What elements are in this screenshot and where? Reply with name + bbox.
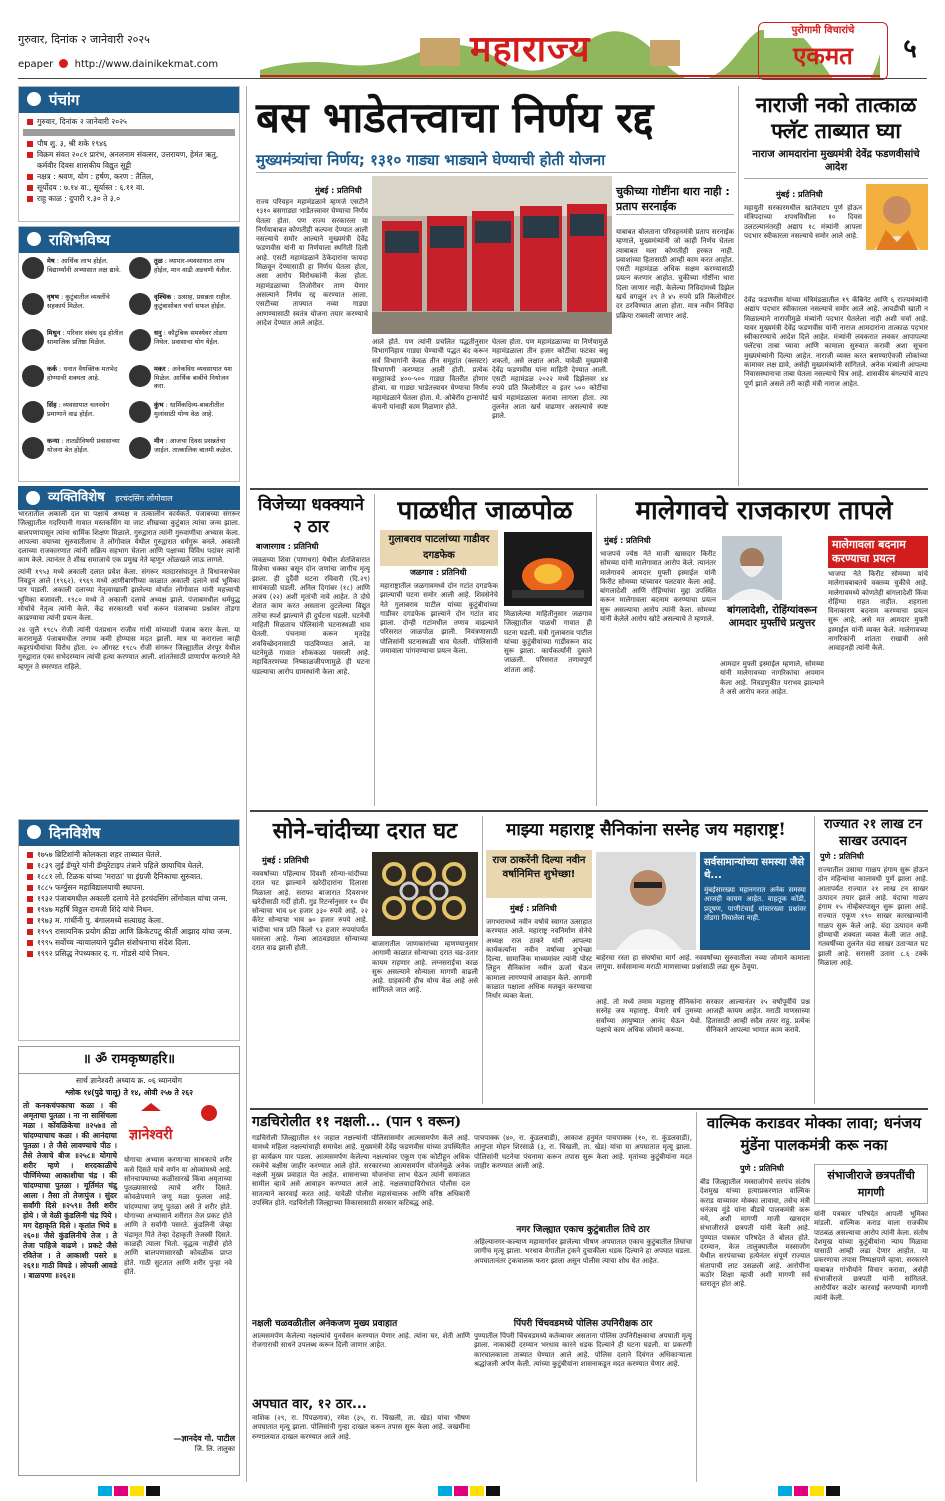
gad-headline: गडचिरोलीत ११ नक्षली... (पान ९ वरून) bbox=[252, 1114, 462, 1130]
rashi-grid bbox=[19, 253, 239, 477]
mal-headline: मालेगावचे राजकारण तापले bbox=[635, 496, 893, 526]
section-rule-2 bbox=[250, 810, 928, 812]
rashi-item: मीन : आजचा दिवस प्रसन्नतेचा जाईल. तात्कालिक बातमी कळेल. bbox=[129, 437, 236, 473]
lead-rule bbox=[256, 172, 736, 173]
gold-body-col1: नववर्षाच्या पहिल्याच दिवशी सोन्या-चांदीच्या दरात घट झाल्याने खरेदीदारांना दिलासा मिळाला आहे. सराफा बाजारात दिवसभर खरेदीसाठी गर्दी होती. गुड रिटर्न्सनुसार १० ग्रॅम सोन्याचा भाव ७१ हजार ३३० रुपये आहे. २२ कॅरेट सोन्याचा भाव ७० हजार रुपये आहे. चांदीचा भाव प्रति किलो ९२ हजार रुपयांपर्यंत घसरला आहे. गेल्या आठवड्यात सोन्याच्या दरात वाढ झाली होती. bbox=[252, 870, 368, 953]
vij-dateline: बाजारगाव : प्रतिनिधी bbox=[256, 542, 319, 551]
rashi-item: मेष : आर्थिक लाभ होईल. विद्यार्थ्यांनी अभ्यासात लक्ष द्यावे. bbox=[22, 257, 129, 293]
gad-sub1: नक्षली चळवळीतील अनेकजण मुख्य प्रवाहात bbox=[252, 1319, 398, 1329]
rashi-name: मकर bbox=[154, 365, 166, 374]
jal-headline: पाळधीत जाळपोळ bbox=[397, 496, 573, 526]
panchang-title: पंचांग bbox=[49, 91, 80, 109]
gad-divider bbox=[696, 1112, 697, 1482]
panchang-date: गुरुवार, दिनांक २ जानेवारी २०२५ bbox=[23, 116, 235, 127]
side-quote-title: चुकीच्या गोष्टींना थारा नाही : प्रताप सरनाईक bbox=[616, 184, 734, 215]
gold-divider bbox=[482, 816, 483, 1104]
dinvishesh-item: १८८१ लो. टिळक यांच्या 'मराठा' चा इंग्रजी दैनिकाचा सुरुवात. bbox=[23, 871, 235, 882]
sagittarius-icon bbox=[129, 329, 151, 351]
lead-body-col3: घेतला होता. पण महामंडळाच्या या निर्णयामुळे महामंडळाला तीन हजार कोटींचा फटका बसू शकतो, असे लक्षात आले. यावेळी मुख्यमंत्री देवेंद्र फडणवीस यांना माहिती देण्यात आली. एसटी महामंडळ २०२२ मध्ये डिझेलवर ४४ रुपये प्रति किलोमीटर व इतर ५०० कोटींचा खर्च महामंडळाला करावा लागला होता. त्या तुलनेत आता खर्च वाढणार असल्याचे स्पष्ट झाले. bbox=[492, 338, 608, 421]
gad-sub3-body: अहिल्यानगर-कल्याण महामार्गावर झालेल्या भीषण अपघातात एकाच कुटुंबातील तिघांचा जागीच मृत्यू झाला. भरधाव वेगातील ट्रकने दुचाकीला धडक दिल्याने हा अपघात घडला. अपघातानंतर ट्रकचालक फरार झाला असून पोलीस त्याचा शोध घेत आहेत. bbox=[474, 1238, 692, 1265]
rashi-item: धनु : कौटुंबिक समस्येवर तोडगा निघेल. प्रवासाचा योग येईल. bbox=[129, 329, 236, 365]
rashi-name: कर्क bbox=[47, 365, 57, 374]
rashi-name: तुळ bbox=[154, 257, 163, 266]
rashi-text: अनेकविध व्यवसायात यश मिळेल. आर्थिक बाबींचे नियोजन करा. bbox=[154, 365, 232, 391]
gad-sub3: नगर जिल्ह्यात एकाच कुटुंबातील तिघे ठार bbox=[516, 1225, 650, 1235]
header-rule bbox=[18, 78, 927, 79]
jal-body-col2: मिळालेल्या माहितीनुसार जळगाव जिल्ह्यातील पाळधी गावात ही घटना घडली. मंत्री गुलाबराव पाटील यांच्या कुटुंबीयांच्या गाडीवरून वाद सुरू झाला. कार्यकर्त्यांनी दुकाने जाळली. परिसरात तणावपूर्ण शांतता आहे. bbox=[504, 610, 592, 674]
rashi-item: कन्या : तातडीविषयी प्रवासाच्या योजना बेत होईल. bbox=[22, 437, 129, 473]
fire-photo bbox=[504, 532, 592, 606]
taurus-icon bbox=[22, 293, 44, 315]
panchang-icon bbox=[27, 92, 41, 106]
vyakti-header bbox=[18, 486, 240, 510]
panchang-divider bbox=[23, 129, 235, 136]
panchang-box bbox=[18, 86, 240, 222]
rashi-header bbox=[19, 227, 239, 253]
right-column-divider bbox=[738, 86, 739, 486]
gold-jewellery-photo bbox=[372, 852, 478, 936]
scorpio-icon bbox=[129, 293, 151, 315]
rashi-name: सिंह bbox=[47, 401, 57, 410]
jal-subhead: गुलाबराव पाटलांच्या गाडीवर दगडफेक bbox=[380, 530, 498, 566]
section-rule-1 bbox=[250, 488, 928, 490]
mal-side-body: भाजपा नेते किरीट सोमय्या यांचे मालेगावबाबतचे वक्तव्य चुकीचे आहे. मालेगावमध्ये कोणतेही बांगलादेशी किंवा रोहिंग्या राहत नाहीत. शहराला विनाकारण बदनाम करण्याचा प्रयत्न सुरू आहे, असे मत आमदार मुफ्ती इस्माईल यांनी व्यक्त केले. मालेगावच्या नागरिकांनी शांतता राखावी असे आवाहनही त्यांनी केले. bbox=[828, 570, 928, 653]
virgo-icon bbox=[22, 437, 44, 459]
dnyaneshwari-logo bbox=[121, 1101, 231, 1151]
gold-body-col2: बाजारातील जाणकारांच्या म्हणण्यानुसार आगामी काळात सोन्याच्या दरात चढ-उतार कायम राहणार आहे. लग्नसराईचा काळ सुरू असल्याने सोन्याला मागणी वाढली आहे. ग्राहकांनी हीच योग्य वेळ आहे असे सांगितले जात आहे. bbox=[372, 940, 478, 995]
rashi-item: वृश्चिक : उत्साह, प्रसन्नता राहील. कुटुंबासोबत चर्चा सफल होईल. bbox=[129, 293, 236, 329]
mla-portrait-photo bbox=[722, 536, 782, 600]
rashi-item: सिंह : व्यवसायात चलनवेग प्रमाणाने वाढ होईल. bbox=[22, 401, 129, 437]
epaper-url[interactable] bbox=[18, 58, 218, 72]
gold-dateline: मुंबई : प्रतिनिधी bbox=[262, 856, 309, 865]
registration-color-bar bbox=[18, 1484, 927, 1498]
ramkrishna-box bbox=[18, 1046, 240, 1476]
sainik-photo-caption: बाहेरचा रस्ता हा संघर्षाचा मार्ग आहे. नववर्षाच्या सुरुवातीला नव्या जोमाने कामाला लागूया. सर्वसामान्य मराठी माणसाच्या प्रश्नांसाठी लढा सुरू ठेवूया. bbox=[596, 954, 810, 972]
left-column-divider bbox=[246, 86, 247, 1482]
leo-icon bbox=[22, 401, 44, 423]
panchang-body bbox=[19, 113, 239, 207]
right-top-headline: नाराजी नको तात्काळ फ्लॅट ताब्यात घ्या bbox=[755, 92, 917, 143]
vij-body: जवळच्या शिवा (पाणधरा) येथील शेतशिवारात विजेचा धक्का बसून दोन जणांचा जागीच मृत्यू झाला. ही दुर्दैवी घटना रविवारी (दि.२९) सायंकाळी घडली. अनिल दिगांबर (१८) आणि अजय (२२) अशी मृतांची नावे आहेत. ते दोघे शेतात काम करत असताना तुटलेल्या विद्युत तारेचा स्पर्श झाल्याने ही दुर्घटना घडली. घटनेची माहिती मिळताच पोलिसांनी घटनास्थळी धाव घेतली. पंचनामा करून मृतदेह शवविच्छेदनासाठी पाठविण्यात आले. या घटनेमुळे गावात शोककळा पसरली आहे. महावितरणच्या निष्काळजीपणामुळे ही घटना घडल्याचा आरोप ग्रामस्थांनी केला आहे. bbox=[252, 556, 370, 676]
raj-thackeray-photo bbox=[596, 852, 696, 950]
lead-body-col1: राज्य परिवहन महामंडळाने म्हणजे एसटीने १३१० बसगाड्या भाडेतत्त्वावर घेण्याचा निर्णय घेतला होता. पण राज्य सरकारला या निर्णयाबाबत कोणतीही कल्पना देण्यात आली नसल्याचे समोर आल्याने मुख्यमंत्री देवेंद्र फडणवीस यांनी या निर्णयाला स्थगिती दिली आहे. एसटी महामंडळाने ठेकेदारांना फायदा मिळवून देण्यासाठी हा निर्णय घेतला होता, असा आरोप विरोधकांनी केला होता. महामंडळाच्या तिजोरीवर ताण येणार असल्याने निर्णय रद्द करण्यात आला. एसटीच्या ताफ्यात नव्या गाड्या आणण्यासाठी स्वतंत्र योजना तयार करण्याचे आदेश देण्यात आले आहेत. bbox=[256, 198, 368, 327]
mal-quote: बांगलादेशी, रोहिंग्यांवरून आमदार मुफ्तींचे प्रत्युत्तर bbox=[727, 605, 817, 629]
gad-sub1-body: आत्मसमर्पण केलेल्या नक्षल्यांचे पुनर्वसन करण्यात येणार आहे. त्यांना घर, शेती आणि रोजगाराची साधने उपलब्ध करून दिली जाणार आहेत. bbox=[252, 1332, 470, 1350]
rashi-text: धार्मिकदिव्य-बाबतीतील मुलांसाठी योग्य वेळ आहे. bbox=[154, 401, 224, 418]
sugar-headline: राज्यात २१ लाख टन साखर उत्पादन bbox=[823, 817, 923, 849]
rashi-text: तातडीविषयी प्रवासाच्या योजना बेत होईल. bbox=[47, 437, 120, 454]
ramkrishna-title: ॥ ॐ रामकृष्णहरि॥ bbox=[19, 1047, 239, 1074]
rashi-text: उत्साह, प्रसन्नता राहील. कुटुंबासोबत चर्चा सफल होईल. bbox=[154, 293, 232, 310]
rashi-text: आर्थिक लाभ होईल. विद्यार्थ्यांनी अभ्यासात लक्ष द्यावे. bbox=[47, 257, 121, 274]
rashi-text: कुटुंबातील व्यक्तींचे सहकार्य मिळेल. bbox=[47, 293, 110, 310]
jal-divider bbox=[596, 494, 597, 806]
ramkrishna-columns bbox=[19, 1101, 239, 1461]
right-top-dateline: मुंबई : प्रतिनिधी bbox=[776, 190, 823, 199]
issue-date: गुरुवार, दिनांक २ जानेवारी २०२५ bbox=[18, 33, 150, 46]
epaper-label: epaper bbox=[18, 59, 54, 70]
site-url: http://www.dainikekmat.com bbox=[74, 59, 219, 70]
panchang-item: पौष शु. ३, श्री शके १९४६ bbox=[23, 138, 235, 149]
rashi-text: धनात वैयक्तिक मतभेद होण्याची शक्यता आहे. bbox=[47, 365, 118, 382]
person-icon bbox=[26, 491, 40, 505]
shloka-reference: श्लोक १४(पुढे चालू) ते १४, ओवी २५७ ते २६२ bbox=[64, 1087, 194, 1097]
vyakti-title: व्यक्तिविशेष bbox=[48, 490, 105, 505]
karad-body-col1: बीड जिल्ह्यातील मस्साजोगचे सरपंच संतोष देशमुख यांच्या हत्याप्रकरणात वाल्मिक कराड याच्यावर मोक्का लावावा, तसेच मंत्री धनंजय मुंडे यांना बीडचे पालकमंत्री करू नये, अशी मागणी माजी खासदार संभाजीराजे छत्रपती यांनी केली आहे. पुण्यात पत्रकार परिषदेत ते बोलत होते. दरम्यान, केज तालुक्यातील मस्साजोग येथील सरपंचाच्या हत्येनंतर संपूर्ण राज्यात संतापाची लाट उसळली आहे. आरोपींना कठोर शिक्षा व्हावी अशी मागणी सर्व स्तरातून होत आहे. bbox=[700, 1178, 810, 1289]
panchang-item: विक्रम संवत २०८१ प्रारंभ, अनलनाम संवत्सर, उत्तरायण, हेमंत ऋतु, कर्मवीर दिवस शासकीय विद्युत सुट्टी bbox=[23, 149, 235, 171]
lead-subhead: मुख्यमंत्र्यांचा निर्णय; १३१० गाड्या भाड्याने घेण्याची होती योजना bbox=[256, 151, 606, 169]
vyakti-subtitle: हरचंदसिंग लोंगोवाल bbox=[115, 494, 173, 503]
rashi-item: कर्क : धनात वैयक्तिक मतभेद होण्याची शक्यता आहे. bbox=[22, 365, 129, 401]
sainik-divider bbox=[814, 816, 815, 1104]
dinvishesh-item: १९३२ पंजाबमधील अकाली दलाचे नेते हरचंदसिंग लोंगोवाल यांचा जन्म. bbox=[23, 893, 235, 904]
rashi-text: परिवार संबंध दृढ होतील सामाजिक प्रतिष्ठा मिळेल. bbox=[47, 329, 124, 346]
rashi-name: वृषभ bbox=[47, 293, 59, 302]
aquarius-icon bbox=[129, 401, 151, 423]
rashi-item: तुळ : व्यापार-व्यवसायात लाभ होईल, मान वाढी अडचणी येतील. bbox=[129, 257, 236, 293]
gad-body-col1: गडचिरोली जिल्ह्यातील ११ जहाल नक्षल्यांनी पोलिसांसमोर आत्मसमर्पण केले आहे. यामध्ये महिला नक्षल्यांचाही समावेश आहे. मुख्यमंत्री देवेंद्र फडणवीस यांच्या उपस्थितीत हा कार्यक्रम पार पडला. आत्मसमर्पण केलेल्या नक्षल्यांवर एकूण एक कोटीहून अधिक रकमेचे बक्षीस जाहीर करण्यात आले होते. सरकारच्या आत्मसमर्पण योजनेमुळे अनेक नक्षली मुख्य प्रवाहात येत आहेत. शासनाच्या योजनांचा लाभ घेऊन त्यांनी समाजात सामील व्हावे असे आवाहन करण्यात आले आहे. नक्षलवादाविरोधात पोलीस दल सातत्याने कारवाई करत आहे. यावेळी पोलीस महासंचालक आणि वरिष्ठ अधिकारी उपस्थित होते. गडचिरोली जिल्ह्याच्या विकासासाठी सरकार कटिबद्ध आहे. bbox=[252, 1134, 470, 1208]
gad-sub4-body: पुण्यातील पिंपरी चिंचवडमध्ये कर्तव्यावर असताना पोलिस उपनिरीक्षकाचा अपघाती मृत्यू झाला. नाकाबंदी दरम्यान भरधाव कारने धडक दिल्याने ही घटना घडली. या प्रकरणी कारचालकाला ताब्यात घेण्यात आले आहे. पोलिस दलाने दिवंगत अधिकाऱ्याला श्रद्धांजली अर्पण केली. त्यांच्या कुटुंबीयांना शासनाकडून मदत करण्यात येणार आहे. bbox=[474, 1332, 692, 1368]
cm-portrait-photo bbox=[866, 184, 928, 250]
mal-dateline: मुंबई : प्रतिनिधी bbox=[604, 536, 651, 545]
sainik-body-col1: जगभरामध्ये नवीन वर्षाचे स्वागत उत्साहात करण्यात आले. महाराष्ट्र नवनिर्माण सेनेचे अध्यक्ष राज ठाकरे यांनी आपल्या कार्यकर्त्यांना नवीन वर्षाच्या शुभेच्छा दिल्या. सामाजिक माध्यमांवर त्यांनी पोस्ट लिहून सैनिकांना नवीन ऊर्जा घेऊन कामाला लागण्याचे आवाहन केले. आगामी काळात पक्षाला अधिक मजबूत करण्याचा निर्धार व्यक्त केला. bbox=[486, 918, 592, 1001]
dinvishesh-item: १९९२ प्रसिद्ध नेपथ्यकार द. ग. गोडसे यांचे निधन. bbox=[23, 948, 235, 959]
dnyaneshwari-commentary: योगाचा अभ्यास करणाऱ्या साधकाचे शरीर कसे दिसते याचे वर्णन या ओव्यांमध्ये आहे. सोनचाफ्याच्या कळीसारखे किंवा अमृताच्या पुतळ्यासारखे त्याचे शरीर दिसते. कोवळेपणाने जणू मळा फुलला आहे. चांदण्याचा जणू पुतळा असे ते शरीर होते. योगाच्या अभ्यासाने शरीरात तेज प्रकट होते आणि ते सर्वांगी पसरते. कुंडलिनी जेव्हा चंद्रामृत पिते तेव्हा देहाकृती तेजस्वी दिसते. काळही त्याला भितो. वृद्धत्व नाहीसे होते आणि बालपणासारखी कोवळीक प्राप्त होते. गाठी सुटतात आणि शरीर पुन्हा नवे होते. bbox=[124, 1156, 232, 1276]
aries-icon bbox=[22, 257, 44, 279]
sainik-dateline: मुंबई : प्रतिनिधी bbox=[510, 904, 557, 913]
right-top-subhead: नाराज आमदारांना मुख्यमंत्री देवेंद्र फडणवीसांचे आदेश bbox=[752, 149, 920, 173]
rashi-item: मिथुन : परिवार संबंध दृढ होतील सामाजिक प्रतिष्ठा मिळेल. bbox=[22, 329, 129, 365]
globe-icon bbox=[59, 59, 68, 68]
dinvishesh-item: १८८५ फर्ग्युसन महाविद्यालयाची स्थापना. bbox=[23, 882, 235, 893]
vyakti-body: भारतातील अकाली दल या पक्षाचे अध्यक्ष व तत्कालीन कार्यकर्ते. पंजाबच्या संगरूर जिल्ह्यातील गदरियानी गावात मस्तकसिंग या जाट शीखच्या कुटुंबात त्यांचा जन्म झाला. बालपणापासून त्यांना धार्मिक शिक्षण मिळाले. गुरुद्वारात त्यांनी गुरुवाणीचा अभ्यास केला. आपल्या वयाच्या सुरुवातीलाच ते लोंगोवाल येथील गुरुद्वारात धर्मगुरू बनले. अकाली दलाच्या राजकारणात त्यांनी सक्रिय सहभाग घेतला आणि पक्षाच्या विविध पदांवर त्यांनी काम केले. त्यानंतर ते शीख समाजाचे एक प्रमुख नेते म्हणून ओळखले जाऊ लागले. त्यांनी १९५३ मध्ये अकाली दलात प्रवेश केला. संगरूर मतदारसंघातून ते विधानसभेवर निवडून आले (१९६२). १९६९ मध्ये आणीबाणीच्या काळात अकाली दलाने सर्व भूमिका पार पाडली. अकाली दलाच्या नेतृत्वाखाली झालेल्या मोर्चात लोंगोवाल यांनी महत्त्वाची भूमिका बजावली. १९८० मध्ये ते अकाली दलाचे अध्यक्ष झाले. पंजाबमधील धर्मयुद्ध मोर्चाचे नेतृत्व त्यांनी केले. केंद्र सरकारशी चर्चा करून पंजाबच्या प्रश्नांवर तोडगा काढण्याचा त्यांनी प्रयत्न केला. २४ जुलै १९८५ रोजी त्यांनी पंतप्रधान राजीव गांधी यांच्याशी पंजाब करार केला. या करारामुळे पंजाबमधील तणाव कमी होण्यास मदत झाली. मात्र या कराराला काही कट्टरपंथीयांचा विरोध होता. २० ऑगस्ट १९८५ रोजी संगरूर जिल्ह्यातील शेरपूर येथील गुरुद्वारात एका सभेदरम्यान त्यांची हत्या करण्यात आली. शांततेसाठी प्राणार्पण करणारे नेते म्हणून ते स्मरणात राहिले. bbox=[18, 510, 240, 671]
sugar-body: राज्यातील उसाचा गाळप हंगाम सुरू होऊन दोन महिन्यांचा कालावधी पूर्ण झाला आहे. आतापर्यंत राज्यात २१ लाख टन साखर उत्पादन तयार झाले आहे. यंदाचा गाळप हंगाम १५ नोव्हेंबरपासून सुरू झाला आहे. राज्यात एकूण १९० साखर कारखान्यांनी गाळप सुरू केले आहे. यंदा उत्पादन कमी होण्याची शक्यता व्यक्त केली जात आहे. गतवर्षीच्या तुलनेत यंदा साखर उताऱ्यात घट झाली आहे. सरासरी उतारा ८.६ टक्के मिळाला आहे. bbox=[818, 866, 928, 967]
jal-body-col1: महाराष्ट्रातील जळगावमध्ये दोन गटांत दगडफेक झाल्याची घटना समोर आली आहे. शिवसेनेचे नेते गुलाबराव पाटील यांच्या कुटुंबीयांच्या गाडीवर दगडफेक झाल्याने दोन गटांत वाद झाला. दोन्ही गटांमधील तणाव वाढल्याने परिसरात जाळपोळ झाली. नियंत्रणासाठी पोलिसांनी घटनास्थळी धाव घेतली. पोलिसांनी जमावाला पांगवण्याचा प्रयत्न केला. bbox=[380, 582, 498, 656]
rashi-name: धनु bbox=[154, 329, 162, 338]
gad-sub4: पिंपरी चिंचवडमध्ये पोलिस उपनिरीक्षक ठार bbox=[513, 1319, 653, 1329]
sainik-body-col3: सरकार आल्यानंतर २५ वर्षांपूर्वीचे प्रश्न आजही कायम आहेत. मराठी माणसाच्या हितासाठी आम्ही सदैव तत्पर राहू. प्रत्येक सैनिकाने आपल्या भागात काम करावे. bbox=[706, 998, 810, 1034]
rashi-text: व्यापार-व्यवसायात लाभ होईल, मान वाढी अडचणी येतील. bbox=[154, 257, 232, 274]
dinvishesh-item: १९५९ रासायनिक प्रयोग क्रीडा आणि क्रिकेटपटू कीर्ती आझाद यांचा जन्म. bbox=[23, 926, 235, 937]
dinvishesh-header bbox=[19, 820, 239, 846]
sainik-body-col2: आहे. तो मध्ये तमाम महाराष्ट्र सैनिकांना सस्नेह जय महाराष्ट्र. येणारे वर्ष तुमच्या सर्वांच्या आयुष्यात आनंद घेऊन येवो. पक्षाचे काम अधिक जोमाने करूया. bbox=[596, 998, 702, 1034]
rashi-text: आजचा दिवस प्रसन्नतेचा जाईल. तात्कालिक बातमी कळेल. bbox=[154, 437, 233, 454]
inset-body: मुंबईसारख्या महानगरात अनेक समस्या आजही कायम आहेत. वाहतूक कोंडी, प्रदूषण, पाणीटंचाई यांसारख्या प्रश्नांवर तोडगा निघालेला नाही. bbox=[704, 886, 806, 922]
rashi-item: मकर : अनेकविध व्यवसायात यश मिळेल. आर्थिक बाबींचे नियोजन करा. bbox=[129, 365, 236, 401]
side-box-body: याबाबत बोलताना परिवहनमंत्री प्रताप सरनाईक म्हणाले, मुख्यमंत्र्यांनी जो काही निर्णय घेतला त्याबाबत मला कोणतीही हरकत नाही. प्रवाशांच्या हितासाठी आम्ही काम करत आहोत. एसटी महामंडळ अधिक सक्षम करण्यासाठी प्रयत्न करणार आहोत. चुकीच्या गोष्टींना थारा दिला जाणार नाही. केलेल्या निविदांमध्ये डिझेल खर्च वगळून २९ ते ४५ रुपये प्रति किलोमीटर दर ठरविण्यात आला होता. मात्र नवीन निविदा प्रक्रिया राबवली जाणार आहे. bbox=[616, 228, 734, 320]
sainik-headline: माझ्या महाराष्ट्र सैनिकांना सस्नेह जय महाराष्ट्र! bbox=[506, 820, 786, 840]
rashi-text: व्यवसायात चलनवेग प्रमाणाने वाढ होईल. bbox=[47, 401, 110, 418]
rashi-column-left bbox=[22, 257, 129, 473]
rashi-text: कौटुंबिक समस्येवर तोडगा निघेल. प्रवासाचा योग येईल. bbox=[154, 329, 228, 346]
rashi-name: कुंभ bbox=[154, 401, 164, 410]
section-title: महाराज्य bbox=[470, 28, 591, 70]
cancer-icon bbox=[22, 365, 44, 387]
commentary-author: —ज्ञानदेव गो. पाटील bbox=[173, 1434, 235, 1444]
dnyaneshwari-column bbox=[121, 1101, 239, 1461]
lead-dateline: मुंबई : प्रतिनिधी bbox=[315, 186, 362, 195]
dinvishesh-item: १९९५ सर्वोच्च न्यायालयाने पुढील संशोधनाचा संदेश दिला. bbox=[23, 937, 235, 948]
dinvishesh-item: १९७३ म. गांधींनी पु. बंगालमध्ये सत्याग्रह केला. bbox=[23, 915, 235, 926]
right-top-body-lead: महायुती सरकारमधील खातेवाटप पूर्ण होऊन मंत्रिपदाच्या शपथविधीला १० दिवस उलटल्यानंतरही अद्याप १८ मंत्र्यांनी आपला पदभार स्वीकारला नसल्याचे समोर आले आहे. bbox=[744, 204, 862, 240]
rashi-box bbox=[18, 226, 240, 482]
right-top-rule bbox=[744, 178, 928, 179]
karad-body-col2: यांनी पत्रकार परिषदेत आपली भूमिका मांडली. वाल्मिक कराड याला राजकीय पाठबळ असल्याचा आरोप त्यांनी केला. संतोष देशमुख यांच्या कुटुंबीयांना न्याय मिळावा यासाठी आम्ही लढा देणार आहोत. या प्रकरणाचा तपास निष्पक्षपणे व्हावा. सरकारने याबाबत गांभीर्याने विचार करावा, असेही संभाजीराजे छत्रपती यांनी सांगितले. आरोपींवर कठोर कारवाई करण्याची मागणी त्यांनी केली. bbox=[814, 1210, 928, 1302]
karad-dateline: पुणे : प्रतिनिधी bbox=[740, 1164, 784, 1173]
mal-side-title: मालेगावला बदनाम करण्याचा प्रयत्न bbox=[828, 536, 928, 568]
libra-icon bbox=[129, 257, 151, 279]
vij-headline: विजेच्या धक्क्याने २ ठार bbox=[258, 495, 364, 537]
dinvishesh-box bbox=[18, 819, 240, 1041]
rashi-column-right bbox=[129, 257, 236, 473]
rashi-item: वृषभ : कुटुंबातील व्यक्तींचे सहकार्य मिळेल. bbox=[22, 293, 129, 329]
brand-tagline: पुरोगामी विचारांचे bbox=[764, 24, 882, 38]
dnyaneshwari-logo-text: ज्ञानेश्वरी bbox=[129, 1126, 173, 1143]
rashi-name: मेष bbox=[47, 257, 55, 266]
sugar-dateline: पुणे : प्रतिनिधी bbox=[820, 852, 864, 861]
brand-name: एकमत bbox=[793, 41, 853, 70]
ramkrishna-subtitle: सार्थ ज्ञानेश्वरी अध्याय क्र. ०६ ध्यानयोग bbox=[76, 1075, 182, 1085]
commentary-place: जि. लि. तालुका bbox=[194, 1445, 235, 1454]
karad-headline: वाल्मिक कराडवर मोक्का लावा; धनंजय मुंडेंना पालकमंत्री करू नका bbox=[706, 1114, 922, 1154]
vij-divider bbox=[374, 494, 375, 806]
rashi-name: कन्या bbox=[47, 437, 60, 446]
rashi-title: राशिभविष्य bbox=[49, 231, 110, 249]
dinvishesh-item: १९४७ महर्षि विठ्ठल रामजी शिंदे यांचे निधन. bbox=[23, 904, 235, 915]
vyakti-header-box bbox=[18, 486, 240, 508]
rashi-name: वृश्चिक bbox=[154, 293, 172, 302]
gad-sub2-body: नाशिक (२९, रा. पिंपळगाव), रमेश (३५, रा. चिखली, ता. खेड) यांचा भीषण अपघातात मृत्यू झाला. पोलिसांनी गुन्हा दाखल करून तपास सुरू केला आहे. जखमींना रुग्णालयात दाखल करण्यात आले आहे. bbox=[252, 1414, 470, 1441]
page-number: ५ bbox=[903, 34, 917, 64]
mal-body-col1: भाजपचे ज्येष्ठ नेते माजी खासदार किरीट सोमय्या यांनी मालेगावात आरोप केले. त्यानंतर मालेगावचे आमदार मुफ्ती इस्माईल यांनी किरीट सोमय्या यांच्यावर पलटवार केला आहे. बांगलादेशी आणि रोहिंग्यांचा मुद्दा उपस्थित करून मालेगावला बदनाम करण्याचा प्रयत्न सुरू असल्याचा आरोप त्यांनी केला. सोमय्या यांनी केलेले आरोप खोटे असल्याचे ते म्हणाले. bbox=[600, 550, 716, 624]
rashi-name: मीन bbox=[154, 437, 164, 446]
dinvishesh-title: दिनविशेष bbox=[49, 824, 101, 842]
jal-dateline: जळगाव : प्रतिनिधी bbox=[410, 568, 467, 577]
gemini-icon bbox=[22, 329, 44, 351]
sainik-box-title: राज ठाकरेंनी दिल्या नवीन वर्षानिमित्त शुभेच्छा! bbox=[486, 850, 592, 898]
section-rule-3 bbox=[250, 1108, 928, 1110]
ovi-column: तो कनकचंपकाचा कळा । की अमृताचा पुतळा । ना ना सासिंचला मळा । कोंवळिकेचा ॥२५७॥ तो चांदण्याचाच कळा । की आनंदाचा पुतळा । ते जैसे लावण्याचे पीठ । तैसे तेजाचे बीज ॥२५८॥ योगाचे शरीर म्हणे । शरदकाळीचे पौर्णिमेच्या आकाशीचा चंद्र । की चांदण्याचा पुतळा । मूर्तिमंत चंद्रु आला । तैसा तो तेजःपुंज । सुंदर सर्वांगी दिसे ॥२५९॥ तैसी शरीर होये । जे वेळी कुंडलिनी चंद्र पिये । मग देहाकृति दिसे । कृतांत भिये ॥२६०॥ जैसे कुंडलिनीचे तेज । ते तेजा पाहिजे वाढणे । प्रकटे जैसे रवितेज । ते आकाशी पसरे ॥२६१॥ गाठी विघडे । लोपली आवडे । बाळपणा ॥२६२॥ bbox=[23, 1100, 117, 1280]
lead-photo-buses bbox=[372, 176, 612, 334]
pisces-icon bbox=[129, 437, 151, 459]
calendar-icon bbox=[27, 825, 41, 839]
panchang-item: सूर्योदय : ७.१४ वा., सूर्यास्त : ६.११ वा. bbox=[23, 182, 235, 193]
dinvishesh-item: १८३९ लुई डॅग्युरे यांनी डॅग्युरेटाइप तंत्राने पहिले छायाचित्र घेतले. bbox=[23, 860, 235, 871]
dinvishesh-list bbox=[19, 846, 239, 962]
rashi-name: मिथुन bbox=[47, 329, 61, 338]
gad-body-col2: पाचपाक्क (४०, रा. कुंडलवाडी), आकाश हनुमंत पाचपाक्क (१०, रा. कुंडलवाडी), आनुप्ता मोहन शिरसाळे (३, रा. चिखली, ता. खेड) यांचा या अपघातात मृत्यू झाला. पोलिसांनी घटनेचा पंचनामा करून तपास सुरू केला आहे. मृतांच्या कुटुंबीयांना मदत जाहीर करण्यात आली आहे. bbox=[474, 1134, 692, 1170]
gold-headline: सोने-चांदीच्या दरात घट bbox=[272, 818, 458, 844]
panchang-item: नक्षत्र : श्रवण, योग : हर्षण, करण : तैतिल, bbox=[23, 171, 235, 182]
panchang-item: राहु काळ : दुपारी १.३० ते ३.० bbox=[23, 193, 235, 204]
lead-headline: बस भाडेतत्त्वाचा निर्णय रद्द bbox=[256, 93, 654, 142]
mal-body-col2: आमदार मुफ्ती इस्माईल म्हणाले, सोमय्या यांनी मालेगावच्या नागरिकांचा अपमान केला आहे. निवडणुकीत पराभव झाल्याने ते असे आरोप करत आहेत. bbox=[720, 660, 824, 696]
karad-side-box: संभाजीराजे छत्रपतींची मागणी bbox=[814, 1164, 928, 1204]
lead-body-col2: आले होते. पण त्यांनी प्रचलित पद्धतीनुसार विभागनिहाय गाड्या घेण्याची पद्धत बंद करून सर्व विभागांनी केवळ तीन समूहांत (क्लस्टर) विभागणी करण्यात आली होती. प्रत्येक समूहाकडे ४००-५०० गाड्या वितरीत होणार होत्या. या गाड्या भाडेतत्त्वावर घेण्याचा निर्णय महामंडळाने घेतला होता. मे. ओबेरॉय ट्रान्सपोर्ट कंपनी यांनाही काम मिळणार होते. bbox=[372, 338, 488, 412]
capricorn-icon bbox=[129, 365, 151, 387]
gad-sub2: अपघात वार, १२ ठार... bbox=[252, 1397, 367, 1412]
inset-box bbox=[700, 852, 810, 950]
rashi-item: कुंभ : धार्मिकदिव्य-बाबतीतील मुलांसाठी योग्य वेळ आहे. bbox=[129, 401, 236, 437]
panchang-header bbox=[19, 87, 239, 113]
dinvishesh-item: १७५७ ब्रिटिशांनी कोलकता शहर ताब्यात घेतले. bbox=[23, 849, 235, 860]
right-top-body: देवेंद्र फडणवीस यांच्या मंत्रिमंडळातील १९ कॅबिनेट आणि ६ राज्यमंत्र्यांनी अद्याप पदभार स्वीकारला नसल्याचे समोर आले आहे. आवडीची खाती न मिळाल्याने नाराजीमुळे मंत्र्यांनी पदभार घेतलेला नाही अशी चर्चा आहे. यावर मुख्यमंत्री देवेंद्र फडणवीस यांनी नाराज आमदारांना तात्काळ पदभार स्वीकारण्याचे आदेश दिले आहेत. मंत्र्यांनी लवकरात लवकर आपापल्या फ्लॅटचा ताबा घ्यावा आणि कामाला सुरुवात करावी अशा सूचना मुख्यमंत्र्यांनी दिल्या आहेत. नाराजी व्यक्त करत बसण्याऐवजी लोकांच्या कामावर लक्ष द्यावे, असेही मुख्यमंत्र्यांनी सांगितले. अनेक मंत्र्यांनी आपल्या निवासस्थानाचा ताबा घेतला नसल्याचे चित्र आहे. शासकीय बंगल्यांचे वाटप पूर्ण झाले असले तरी काही मंत्री नाराज आहेत. bbox=[744, 296, 928, 388]
inset-title: सर्वसामान्यांच्या समस्या जैसे थे... bbox=[704, 857, 805, 881]
rashi-icon bbox=[27, 232, 41, 246]
